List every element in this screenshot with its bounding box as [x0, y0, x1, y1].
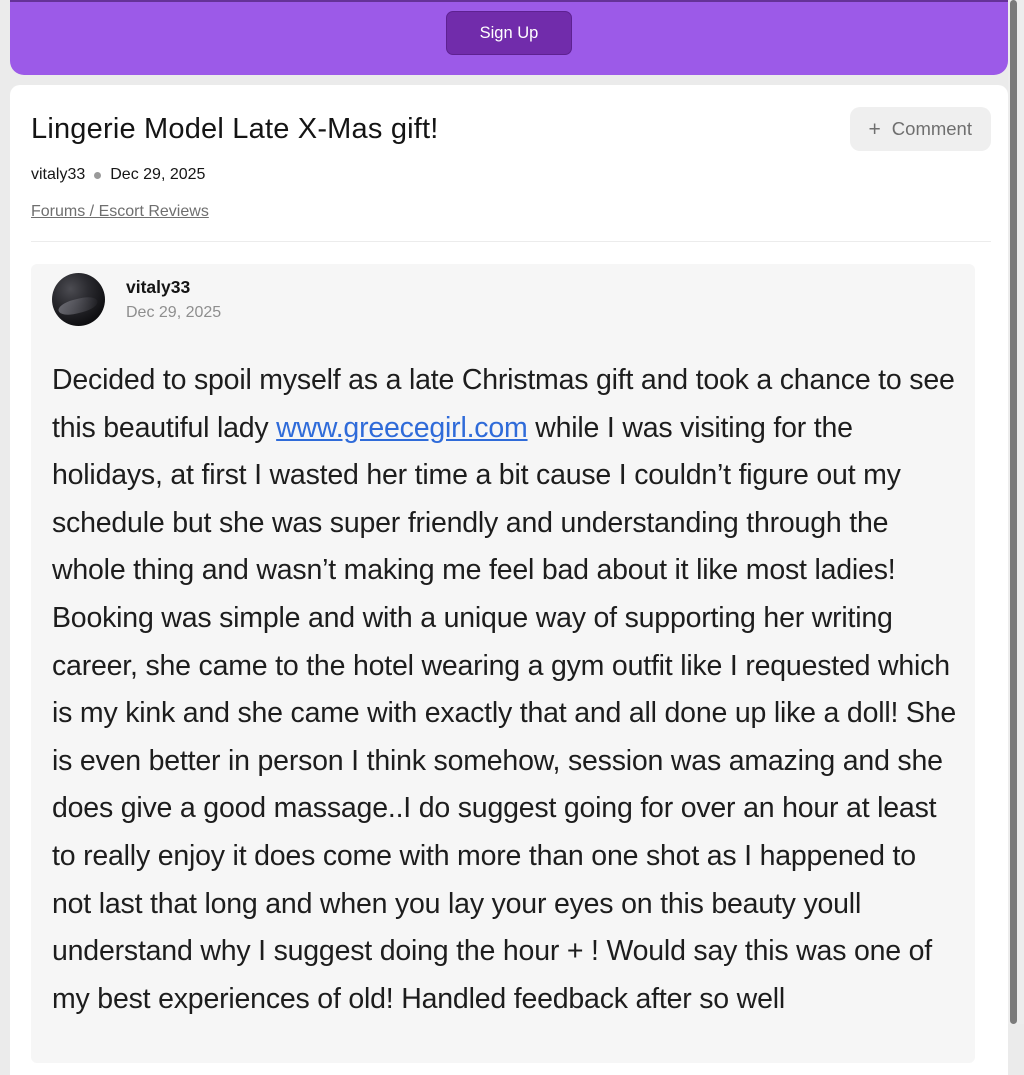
byline-date: Dec 29, 2025: [110, 166, 206, 183]
post-author-name[interactable]: vitaly33: [126, 277, 191, 297]
scrollbar-track[interactable]: [1008, 0, 1024, 1024]
divider: [31, 241, 991, 242]
scrollbar-thumb[interactable]: [1010, 0, 1017, 1024]
post-body-text: [52, 357, 960, 1023]
top-banner: [10, 0, 1008, 75]
byline: [31, 166, 991, 184]
post-header: [52, 273, 956, 326]
breadcrumb-link[interactable]: Forums / Escort Reviews: [31, 203, 209, 220]
banner-top-edge: [10, 0, 1008, 2]
page-title: Lingerie Model Late X-Mas gift!: [31, 113, 439, 145]
post-body-after-link: while I was visiting for the holidays, at first I wasted her time a bit cause I couldn’t figure out my schedule but she was super friendly and understanding through the whole thing and wasn’t making me feel bad about it like most ladies! Booking was simple and with a unique way of supporting her writing career, she came to the hotel wearing a gym outfit like I requested which is my kink and she came with exactly that and all done up like a doll! She is even better in person I think somehow, session was amazing and she does give a good massage..I do suggest going for over an hour at least to really enjoy it does come with more than one shot as I happened to not last that long and when you lay your eyes on this beauty youll understand why I suggest doing the hour + ! Would say this was one of my best experiences of old! Handled feedback after so well: [52, 411, 957, 1015]
sign-up-button[interactable]: Sign Up: [446, 11, 572, 55]
byline-author: vitaly33: [31, 166, 86, 183]
plus-icon: +: [868, 117, 881, 141]
post-card: [31, 264, 975, 1063]
post-author-block: [126, 273, 221, 326]
post-body-link[interactable]: www.greecegirl.com: [276, 411, 528, 444]
comment-button-label: Comment: [891, 118, 972, 139]
avatar-image[interactable]: [52, 273, 105, 326]
content-card: [10, 85, 1008, 1075]
post-timestamp: Dec 29, 2025: [126, 304, 222, 321]
comment-button[interactable]: [850, 107, 991, 151]
byline-separator-dot: [94, 172, 101, 179]
post-body-before-link: Decided to spoil myself as a late Christmas gift and took a chance to see this beautiful lady: [52, 364, 955, 444]
